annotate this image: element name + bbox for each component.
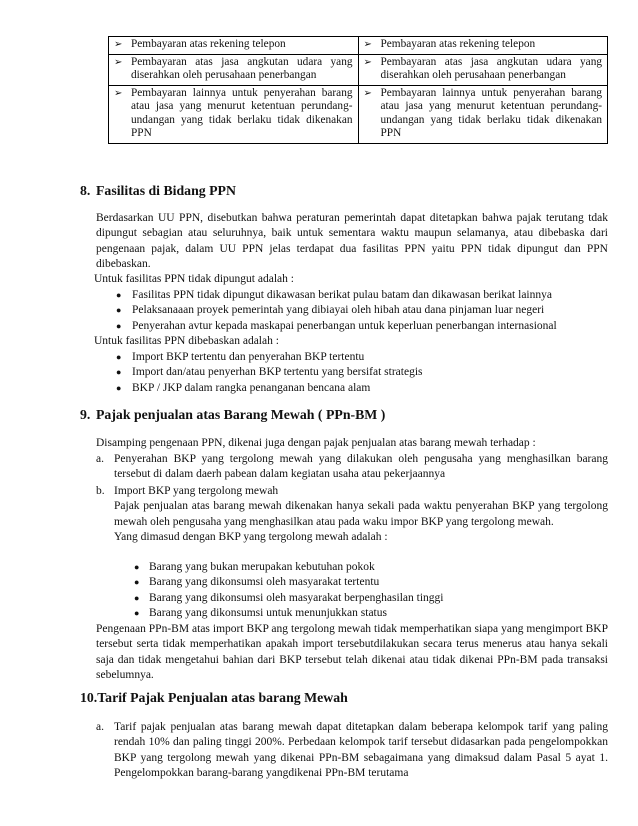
arrow-bullet-icon: ➢ (114, 87, 123, 99)
section-9-item-b-label: Yang dimasud dengan BKP yang tergolong mewah adalah : (114, 531, 388, 544)
list-item: ● Pelaksanaaan proyek pemerintah yang dibiayai oleh hibah atau dana pinjaman luar negeri (116, 303, 616, 318)
arrow-bullet-icon: ➢ (114, 56, 123, 68)
section-9-intro: Disamping pengenaan PPN, dikenai juga dengan pajak penjualan atas barang mewah terhadap : (96, 437, 536, 449)
section-8-heading: 8. Fasilitas di Bidang PPN (80, 183, 236, 198)
round-bullet-icon: ● (116, 305, 122, 316)
table-cell-left: ➢ Pembayaran atas jasa angkutan udara yang diserahkan oleh perusahaan penerbangan (109, 54, 359, 85)
table-cell-left: ➢ Pembayaran atas rekening telepon (109, 37, 359, 55)
arrow-bullet-icon: ➢ (363, 56, 372, 68)
list-item: ● Barang yang dikonsumsi oleh masyarakat berpenghasilan tinggi (134, 591, 604, 606)
table-cell-left: ➢ Pembayaran lainnya untuk penyerahan barang atau jasa yang menurut ketentuan perundang-undangan yang tidak berlaku tidak dikenakan PPN (109, 85, 359, 143)
section-9-closing: Pengenaan PPn-BM atas import BKP ang tergolong mewah tidak memperhatikan siapa yang mengimport BKP tersebut serta tidak memperhatikan apakah import tersebutdilakukan secara terus menerus atau hanya sekali saja dan tidak mengetahui bahian dari BKP tersebut telah dikenai atau tidak dikenai PPn-BM pada transaksi sebelumnya. (96, 623, 608, 682)
dibebaskan-label: Untuk fasilitas PPN dibebaskan adalah : (94, 335, 279, 347)
table-cell-right: ➢ Pembayaran atas jasa angkutan udara yang diserahkan oleh perusahaan penerbangan (358, 54, 608, 85)
table-cell-right: ➢ Pembayaran atas rekening telepon (358, 37, 608, 55)
round-bullet-icon: ● (134, 562, 140, 572)
list-item: ● BKP / JKP dalam rangka penanganan bencana alam (116, 381, 616, 396)
round-bullet-icon: ● (116, 290, 122, 300)
section-9-item-b-text: Pajak penjualan atas barang mewah dikenakan hanya sekali pada waktu penyerahan BKP yang tergolong mewah oleh pengusaha yang menghasilkan atau pada waku impor BKP yang tergolong mewah. (114, 500, 608, 528)
list-item: ● Barang yang bukan merupakan kebutuhan pokok (134, 560, 604, 575)
round-bullet-icon: ● (116, 367, 122, 378)
mewah-list (134, 560, 604, 622)
section-9-heading: 9. Pajak penjualan atas Barang Mewah ( PPn-BM ) (80, 407, 386, 422)
section-10-item-a: a. Tarif pajak penjualan atas barang mewah dapat ditetapkan dalam beberapa kelompok tarif yang paling rendah 10% dan paling tinggi 200%. Perbedaan kelompok tarif tersebut didasarkan pada pengelompokkan BKP yang tergolong mewah yang dikenai PPn-BM sebagaimana yang dimaksud dalam Pasal 5 ayat 1. Pengelompokkan barang-barang yangdikenai PPn-BM terutama (96, 721, 608, 780)
round-bullet-icon: ● (134, 608, 140, 619)
dibebaskan-list (116, 350, 616, 396)
list-item: ● Barang yang dikonsumsi oleh masyarakat tertentu (134, 575, 604, 590)
list-item: ● Import dan/atau penyerhan BKP tertentu yang bersifat strategis (116, 365, 616, 380)
table-row (109, 37, 608, 55)
list-item: ● Import BKP tertentu dan penyerahan BKP tertentu (116, 350, 616, 365)
section-9-item-b: b. Import BKP yang tergolong mewah Pajak penjualan atas barang mewah dikenakan hanya sekali pada waktu penyerahan BKP yang tergolong mewah oleh pengusaha yang menghasilkan atau pada waku impor BKP yang tergolong mewah. Yang dimasud dengan BKP yang tergolong mewah adalah : (96, 484, 608, 546)
list-item: ● Barang yang dikonsumsi untuk menunjukkan status (134, 606, 604, 621)
section-10-heading: 10.Tarif Pajak Penjualan atas barang Mewah (80, 690, 348, 705)
tidak-dipungut-label: Untuk fasilitas PPN tidak dipungut adalah : (94, 273, 294, 285)
round-bullet-icon: ● (134, 577, 140, 588)
arrow-bullet-icon: ➢ (363, 39, 372, 50)
table-cell-right: ➢ Pembayaran lainnya untuk penyerahan barang atau jasa yang menurut ketentuan perundang-undangan yang tidak berlaku tidak dikenakan PPN (358, 85, 608, 143)
section-8-paragraph: Berdasarkan UU PPN, disebutkan bahwa peraturan pemerintah dapat ditetapkan bahwa pajak terutang tdak dipungut sebagian atau seluruhnya, baik untuk sementara waktu maupun selamanya, atau dibebaska dari pengenaan pajak, dalam UU PPN jelas terdapat dua fasilitas PPN yaitu PPN tidak dipungut dan PPN dibebaskan. (96, 212, 608, 271)
round-bullet-icon: ● (116, 352, 122, 362)
list-item: ● Fasilitas PPN tidak dipungut dikawasan berikat pulau batam dan dikawasan berikat lainnya (116, 288, 616, 303)
arrow-bullet-icon: ➢ (114, 39, 123, 50)
round-bullet-icon: ● (134, 592, 140, 603)
comparison-table (108, 36, 608, 144)
arrow-bullet-icon: ➢ (363, 87, 372, 99)
list-item: ● Penyerahan avtur kepada maskapai penerbangan untuk keperluan penerbangan internasional (116, 319, 616, 334)
section-9-item-a: a. Penyerahan BKP yang tergolong mewah yang dilakukan oleh pengusaha yang menghasilkan barang tersebut di dalam daerh pabean dalam kegiatan usaha atau pekerjaannya (96, 453, 608, 481)
tidak-dipungut-list (116, 288, 616, 334)
table-row (109, 85, 608, 143)
round-bullet-icon: ● (116, 382, 122, 393)
table-row (109, 54, 608, 85)
round-bullet-icon: ● (116, 320, 122, 331)
